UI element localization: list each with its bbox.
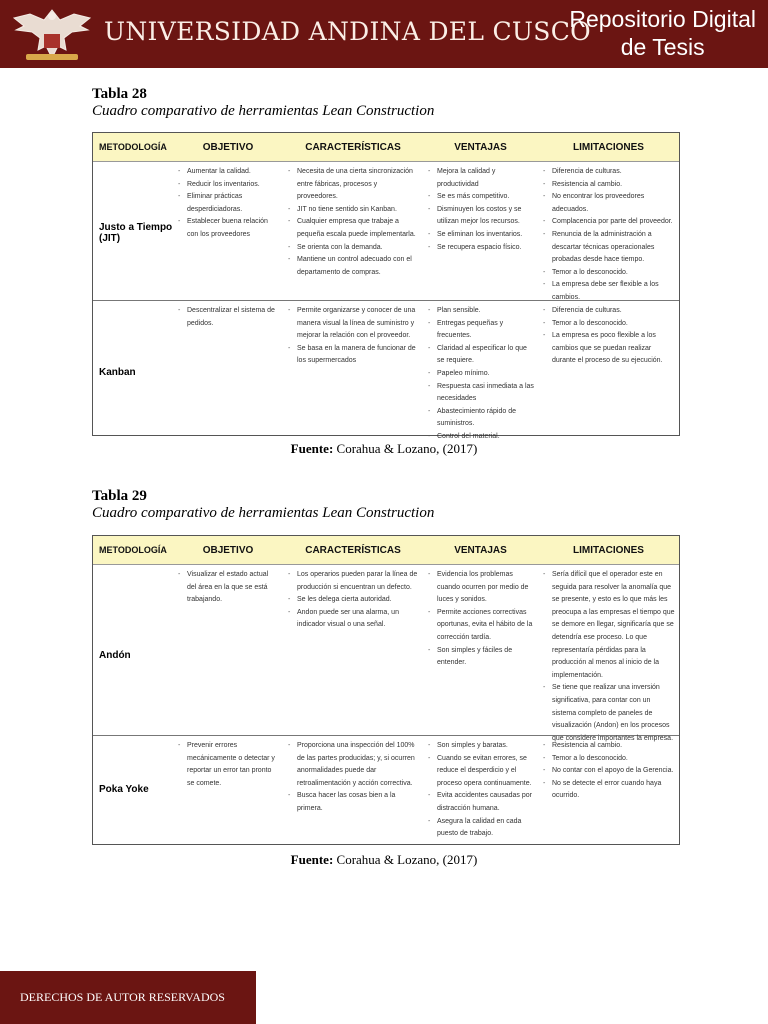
list-item: - No contar con el apoyo de la Gerencia.: [552, 765, 675, 778]
table-28-label: Tabla 28: [92, 86, 147, 102]
list-item: - Se basa en la manera de funcionar de los supermercados: [297, 343, 419, 368]
list-item: - Mejora la calidad y productividad: [437, 166, 534, 191]
objetivo-list: [173, 301, 283, 444]
list-item: - Entregas pequeñas y frecuentes.: [437, 318, 534, 343]
column-header-caracteristicas: CARACTERÍSTICAS: [305, 141, 401, 153]
list-item: - No encontrar los proveedores adecuados.: [552, 191, 675, 216]
table-row: [93, 735, 679, 843]
list-item: - Cualquier empresa que trabaje a pequeña escala puede implementarla.: [297, 216, 419, 241]
limitaciones-list: [538, 565, 679, 745]
table-29-label: Tabla 29: [92, 488, 147, 504]
repository-title-line1: Repositorio Digital: [569, 6, 756, 32]
list-item: - Establecer buena relación con los proveedores: [187, 216, 279, 241]
table-29-subtitle: Cuadro comparativo de herramientas Lean Construction: [92, 505, 435, 521]
list-item: - Son simples y baratas.: [437, 740, 534, 753]
list-item: - Disminuyen los costos y se utilizan mejor los recursos.: [437, 204, 534, 229]
list-item: - Mantiene un control adecuado con el departamento de compras.: [297, 254, 419, 279]
list-item: - Permite acciones correctivas oportunas, evita el hábito de la corrección tardía.: [437, 607, 534, 645]
list-item: - Descentralizar el sistema de pedidos.: [187, 305, 279, 330]
list-item: - Aumentar la calidad.: [187, 166, 279, 179]
list-item: - Resistencia al cambio.: [552, 179, 675, 192]
column-header-metodologia: METODOLOGÍA: [99, 142, 167, 152]
methodology-cell: Andón: [99, 649, 131, 661]
caracteristicas-list: [283, 565, 423, 745]
list-item: - Sería difícil que el operador este en seguida para resolver la anomalía que se presente, y esto es lo que más les preocupa a las empresas el tiempo que se demore en llegar, significaría que se detendría ese proceso. Lo que representaría pérdidas para la producción al menos al inicio de la implementación.: [552, 569, 675, 682]
list-item: - Visualizar el estado actual del área en la que se está trabajando.: [187, 569, 279, 607]
page-header: [0, 0, 768, 68]
list-item: - Prevenir errores mecánicamente o detectar y reportar un error tan pronto se comete.: [187, 740, 279, 790]
list-item: - Claridad al especificar lo que se requiere.: [437, 343, 534, 368]
list-item: - Asegura la calidad en cada puesto de trabajo.: [437, 816, 534, 841]
list-item: - Plan sensible.: [437, 305, 534, 318]
list-item: - Abastecimiento rápido de suministros.: [437, 406, 534, 431]
table-28-subtitle: Cuadro comparativo de herramientas Lean Construction: [92, 103, 435, 119]
ventajas-list: [423, 565, 538, 745]
list-item: - Temor a lo desconocido.: [552, 267, 675, 280]
list-item: - Proporciona una inspección del 100% de las partes producidas; y, si ocurren anormalidades puede dar retroalimentación y acción correctiva.: [297, 740, 419, 790]
ventajas-list: [423, 736, 538, 843]
limitaciones-list: [538, 301, 679, 444]
column-header-ventajas: VENTAJAS: [454, 544, 507, 556]
list-item: - JIT no tiene sentido sin Kanban.: [297, 204, 419, 217]
ventajas-list: [423, 301, 538, 444]
caracteristicas-list: [283, 736, 423, 843]
column-header-caracteristicas: CARACTERÍSTICAS: [305, 544, 401, 556]
list-item: - Temor a lo desconocido.: [552, 318, 675, 331]
methodology-cell: Kanban: [99, 366, 136, 378]
table-29: [92, 535, 680, 845]
column-header-metodologia: METODOLOGÍA: [99, 545, 167, 555]
repository-title: [569, 5, 756, 61]
copyright-footer: DERECHOS DE AUTOR RESERVADOS: [0, 971, 256, 1024]
methodology-cell: Justo a Tiempo (JIT): [99, 222, 173, 245]
caracteristicas-list: [283, 301, 423, 444]
list-item: - Se eliminan los inventarios.: [437, 229, 534, 242]
column-header-limitaciones: LIMITACIONES: [573, 141, 644, 153]
source-label: Fuente:: [290, 441, 334, 456]
objetivo-list: [173, 736, 283, 843]
list-item: - Cuando se evitan errores, se reduce el desperdicio y el proceso opera continuamente.: [437, 753, 534, 791]
column-header-limitaciones: LIMITACIONES: [573, 544, 644, 556]
list-item: - Andon puede ser una alarma, un indicador visual o una señal.: [297, 607, 419, 632]
caracteristicas-list: [283, 162, 423, 305]
limitaciones-list: [538, 736, 679, 843]
list-item: - Diferencia de culturas.: [552, 166, 675, 179]
list-item: - Busca hacer las cosas bien a la primera.: [297, 790, 419, 815]
table-row: [93, 162, 679, 300]
limitaciones-list: [538, 162, 679, 305]
repository-title-line2: de Tesis: [620, 34, 705, 60]
university-name: UNIVERSIDAD ANDINA DEL CUSCO: [104, 17, 591, 46]
list-item: - Papeleo mínimo.: [437, 368, 534, 381]
list-item: - Necesita de una cierta sincronización entre fábricas, procesos y proveedores.: [297, 166, 419, 204]
list-item: - Complacencia por parte del proveedor.: [552, 216, 675, 229]
table-row: [93, 300, 679, 440]
list-item: - La empresa debe ser flexible a los cambios.: [552, 279, 675, 304]
list-item: - Eliminar prácticas desperdiciadoras.: [187, 191, 279, 216]
list-item: - Evidencia los problemas cuando ocurren por medio de luces y sonidos.: [437, 569, 534, 607]
column-header-ventajas: VENTAJAS: [454, 141, 507, 153]
source-label: Fuente:: [290, 852, 334, 867]
list-item: - Son simples y fáciles de entender.: [437, 645, 534, 670]
list-item: - Respuesta casi inmediata a las necesidades: [437, 381, 534, 406]
objetivo-list: [173, 565, 283, 745]
table-28: [92, 132, 680, 440]
list-item: - Se recupera espacio físico.: [437, 242, 534, 255]
list-item: - No se detecte el error cuando haya ocurrido.: [552, 778, 675, 803]
list-item: - Evita accidentes causadas por distracción humana.: [437, 790, 534, 815]
list-item: - Se les delega cierta autoridad.: [297, 594, 419, 607]
objetivo-list: [173, 162, 283, 305]
ventajas-list: [423, 162, 538, 305]
source-text: Corahua & Lozano, (2017): [336, 852, 478, 867]
list-item: - Control del material.: [437, 431, 534, 444]
table-header: [93, 536, 679, 565]
list-item: - Los operarios pueden parar la línea de producción si encuentran un defecto.: [297, 569, 419, 594]
table-row: [93, 565, 679, 742]
list-item: - Diferencia de culturas.: [552, 305, 675, 318]
column-header-objetivo: OBJETIVO: [202, 544, 254, 556]
list-item: - Se tiene que realizar una inversión significativa, para contar con un sistema completo de paneles de visualización (Andon) en los procesos que considere importantes la empresa.: [552, 682, 675, 745]
university-crest-icon: [10, 4, 94, 64]
table-29-source: [0, 852, 768, 868]
source-text: Corahua & Lozano, (2017): [336, 441, 478, 456]
list-item: - Temor a lo desconocido.: [552, 753, 675, 766]
list-item: - Reducir los inventarios.: [187, 179, 279, 192]
list-item: - Se orienta con la demanda.: [297, 242, 419, 255]
methodology-cell: Poka Yoke: [99, 784, 149, 795]
list-item: - Se es más competitivo.: [437, 191, 534, 204]
column-header-objetivo: OBJETIVO: [202, 141, 254, 153]
list-item: - Permite organizarse y conocer de una manera visual la línea de suministro y mejorar la relación con el proveedor.: [297, 305, 419, 343]
table-header: [93, 133, 679, 162]
list-item: - Resistencia al cambio.: [552, 740, 675, 753]
table-28-source: [0, 441, 768, 457]
list-item: - Renuncia de la administración a descartar técnicas operacionales probadas desde hace tiempo.: [552, 229, 675, 267]
list-item: - La empresa es poco flexible a los cambios que se puedan realizar durante el proceso de su ejecución.: [552, 330, 675, 368]
